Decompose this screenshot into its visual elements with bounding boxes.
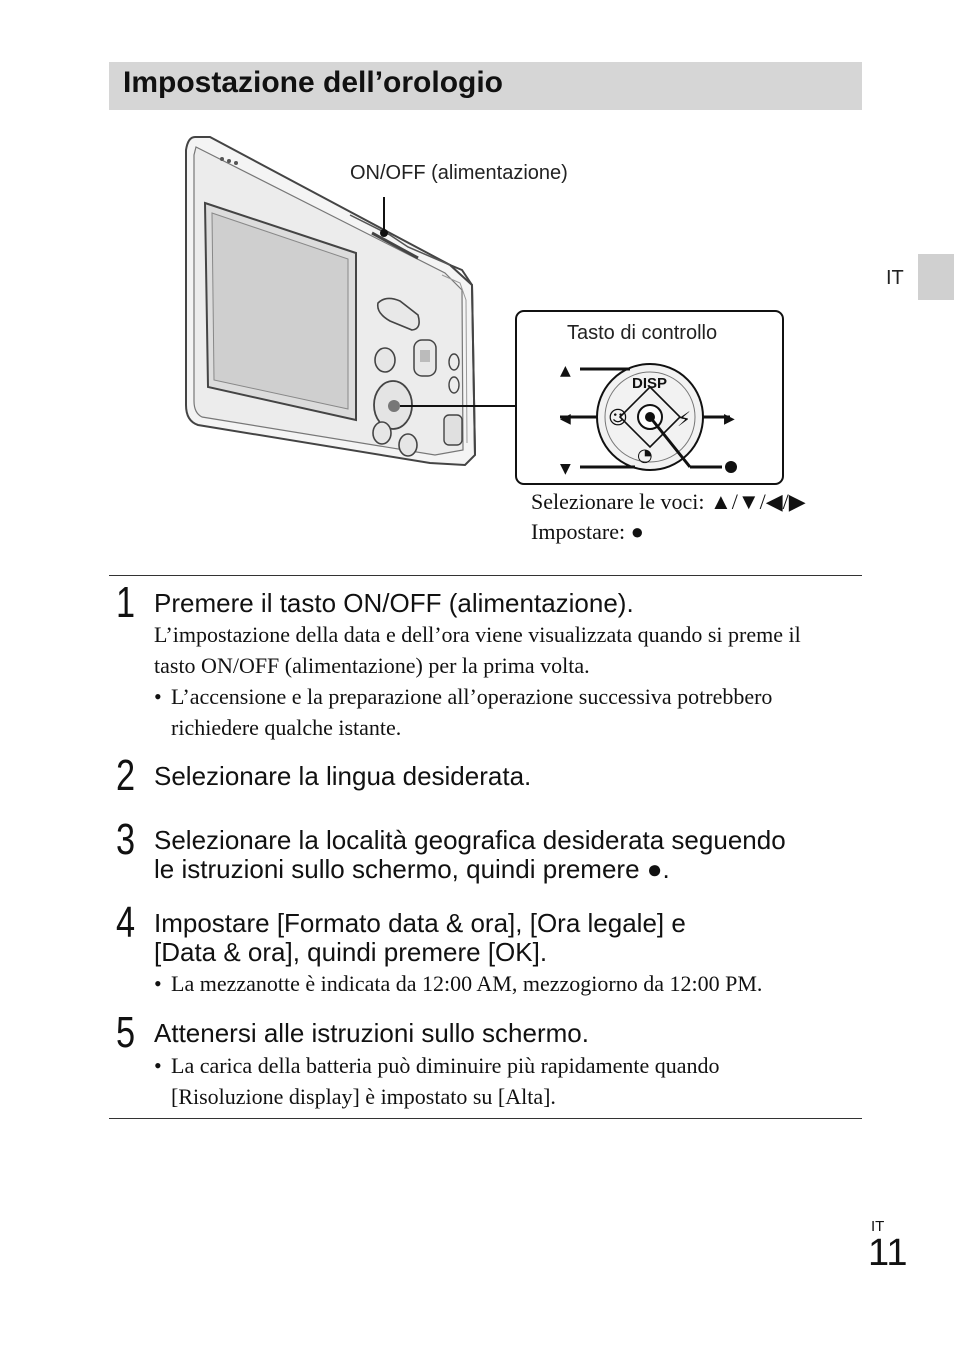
step-number-5: 5: [116, 1008, 136, 1057]
caption-select: Selezionare le voci: ▲/▼/◀/▶: [531, 489, 806, 514]
step-1-body-line-1: L’impostazione della data e dell’ora viene visualizzata quando si preme il: [154, 622, 801, 647]
control-title: Tasto di controllo: [567, 322, 718, 344]
step-1-bullet-line-2: richiedere qualche istante.: [171, 715, 402, 740]
step-4-bullet-line-1: La mezzanotte è indicata da 12:00 AM, mezzogiorno da 12:00 PM.: [171, 971, 763, 996]
flash-icon: ⚡: [677, 407, 692, 431]
page-number: 11: [868, 1232, 908, 1274]
step-heading-4-line-2: [Data & ora], quindi premere [OK].: [154, 937, 548, 967]
onoff-label: ON/OFF (alimentazione): [350, 162, 568, 184]
bullet-symbol: •: [154, 1053, 162, 1078]
step-heading-4-line-1: Impostare [Formato data & ora], [Ora legale] e: [154, 908, 686, 938]
onoff-leader-dot: [380, 229, 388, 237]
page-title: Impostazione dell’orologio: [123, 66, 504, 99]
steps-bottom-rule: [109, 1118, 862, 1119]
footer-language: IT: [871, 1218, 885, 1235]
disp-label: DISP: [632, 375, 668, 392]
caption-set: Impostare: ●: [531, 519, 644, 544]
step-heading-3-line-1: Selezionare la località geografica desiderata seguendo: [154, 825, 786, 855]
smile-icon: ☺: [608, 407, 628, 429]
bullet-symbol: •: [154, 971, 162, 996]
step-heading-2: Selezionare la lingua desiderata.: [154, 761, 532, 791]
step-heading-1: Premere il tasto ON/OFF (alimentazione).: [154, 588, 634, 618]
up-arrow-icon: ▲: [560, 363, 571, 379]
step-number-4: 4: [116, 898, 136, 947]
steps-top-rule: [109, 575, 862, 576]
camera-body: [186, 137, 475, 465]
center-dot-icon: [725, 461, 737, 473]
step-heading-3-line-2: le istruzioni sullo schermo, quindi premere ●.: [154, 854, 670, 884]
down-arrow-icon: ▼: [560, 461, 571, 477]
step-number-3: 3: [116, 815, 136, 864]
language-tab-label: IT: [886, 267, 904, 289]
step-1-body-line-2: tasto ON/OFF (alimentazione) per la prima volta.: [154, 653, 590, 678]
step-1-bullet-line-1: L’accensione e la preparazione all’operazione successiva potrebbero: [171, 684, 773, 709]
self-timer-icon: ◔: [637, 445, 653, 466]
step-5-bullet-line-2: [Risoluzione display] è impostato su [Alta].: [171, 1084, 556, 1109]
left-arrow-icon: ◀: [560, 411, 571, 427]
step-number-1: 1: [116, 578, 136, 627]
step-5-bullet-line-1: La carica della batteria può diminuire più rapidamente quando: [171, 1053, 720, 1078]
bullet-symbol: •: [154, 684, 162, 709]
right-arrow-icon: ▶: [724, 411, 735, 427]
step-heading-5: Attenersi alle istruzioni sullo schermo.: [154, 1018, 589, 1048]
language-tab: [918, 254, 954, 300]
step-number-2: 2: [116, 751, 136, 800]
